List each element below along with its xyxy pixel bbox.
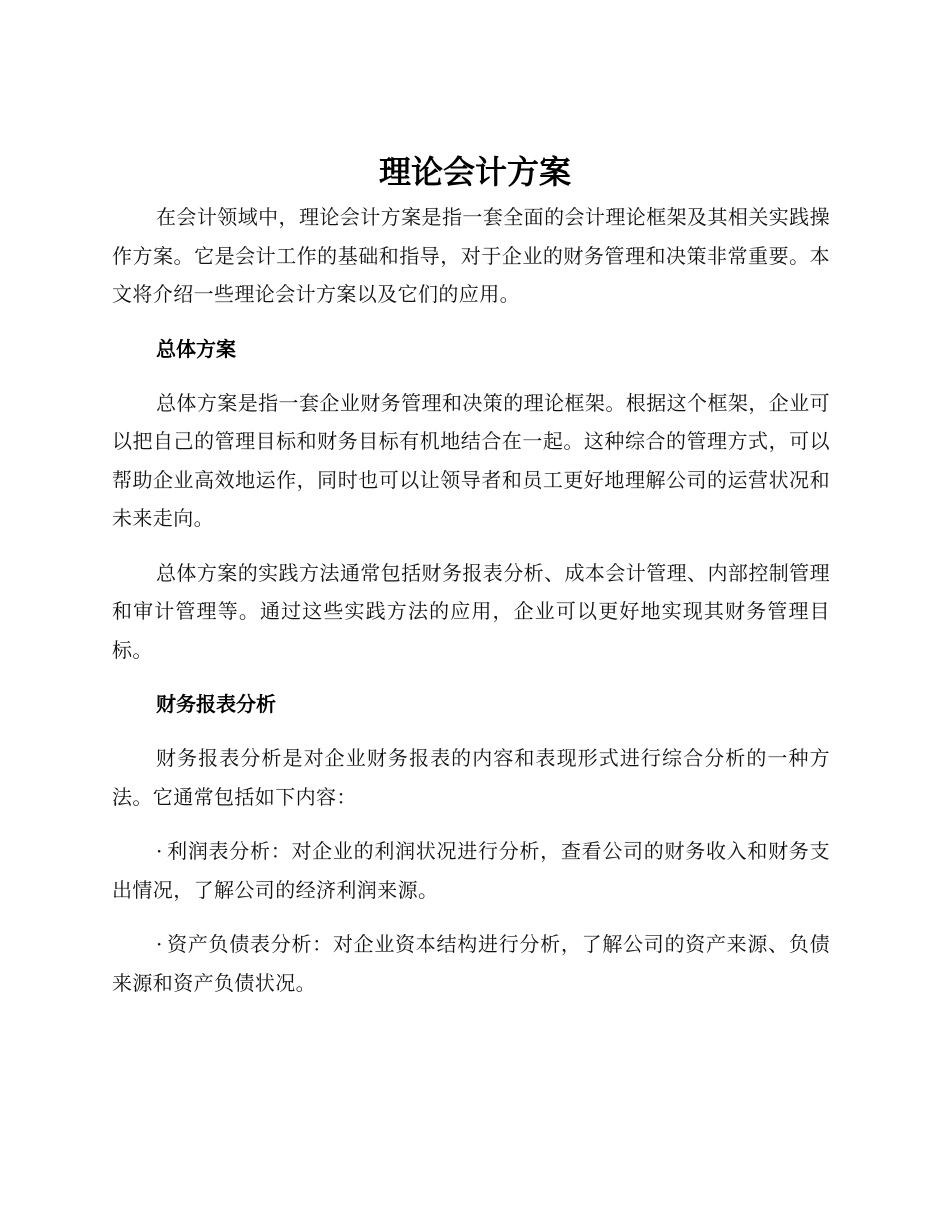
section-heading-overall-plan: 总体方案 bbox=[156, 336, 236, 361]
document-title: 理论会计方案 bbox=[378, 153, 571, 191]
bullet-text: 资产负债表分析：对企业资本结构进行分析，了解公司的资产来源、负债来源和资产负债状况。 bbox=[112, 932, 830, 995]
document-body bbox=[112, 198, 830, 1018]
bullet-item bbox=[112, 832, 830, 909]
paragraph: 总体方案的实践方法通常包括财务报表分析、成本会计管理、内部控制管理和审计管理等。通过这些实践方法的应用，企业可以更好地实现其财务管理目标。 bbox=[112, 560, 830, 662]
paragraph: 财务报表分析是对企业财务报表的内容和表现形式进行综合分析的一种方法。它通常包括如下内容： bbox=[112, 746, 830, 809]
paragraph: 总体方案是指一套企业财务管理和决策的理论框架。根据这个框架，企业可以把自己的管理目标和财务目标有机地结合在一起。这种综合的管理方式，可以帮助企业高效地运作，同时也可以让领导者和员工更好地理解公司的运营状况和未来走向。 bbox=[112, 390, 830, 530]
bullet-text: 利润表分析：对企业的利润状况进行分析，查看公司的财务收入和财务支出情况，了解公司的经济利润来源。 bbox=[112, 839, 830, 902]
bullet-icon: · bbox=[156, 932, 163, 956]
section-heading-financial-statement-analysis: 财务报表分析 bbox=[156, 692, 276, 716]
bullet-icon: · bbox=[156, 839, 163, 863]
bullet-item bbox=[112, 925, 830, 1002]
intro-paragraph: 在会计领域中，理论会计方案是指一套全面的会计理论框架及其相关实践操作方案。它是会计工作的基础和指导，对于企业的财务管理和决策非常重要。本文将介绍一些理论会计方案以及它们的应用。 bbox=[112, 205, 830, 306]
